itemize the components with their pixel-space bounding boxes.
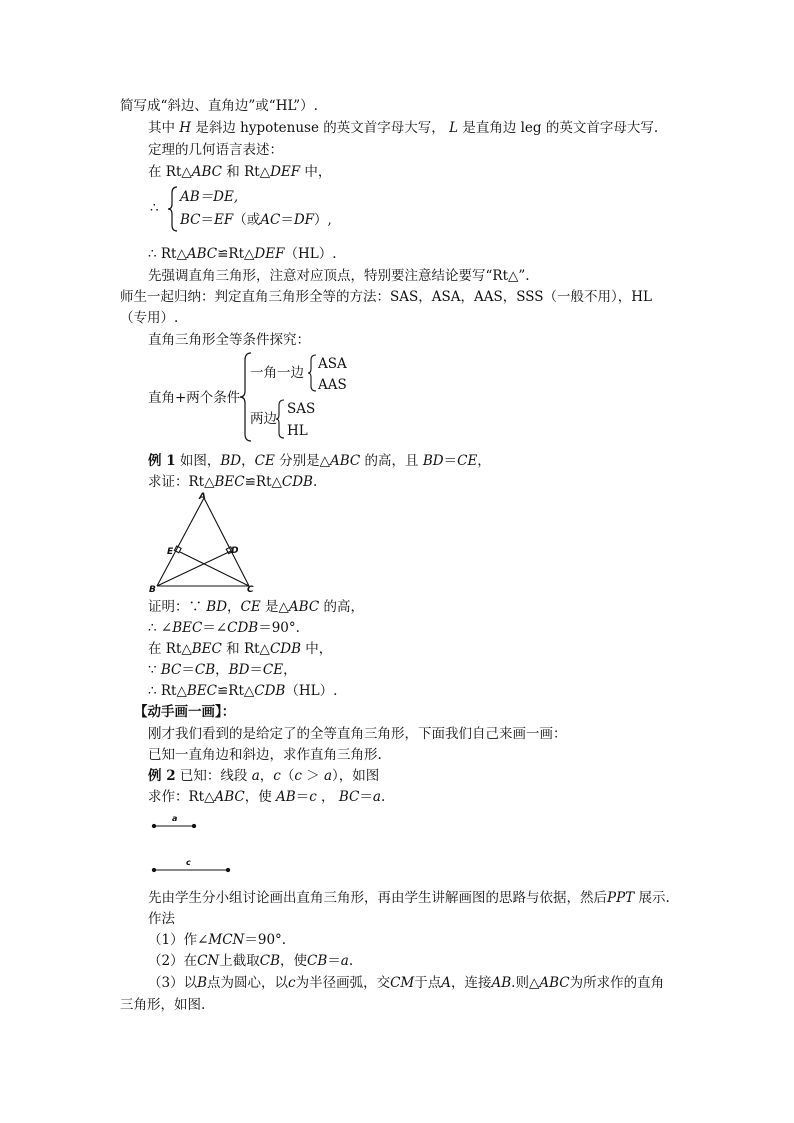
text-line: 师生一起归纳：判定直角三角形全等的方法：SAS，ASA，AAS，SSS（一般不用），HL: [120, 289, 652, 305]
text-line: 证明：∵ BD，CE 是△ABC 的高，: [148, 599, 364, 615]
label-c: c: [186, 858, 191, 867]
text-line: （专用）.: [120, 310, 179, 326]
tree-leaf: HL: [287, 423, 308, 439]
text-line: ∵ BC＝CB，BD＝CE，: [148, 662, 297, 678]
label-A: A: [199, 492, 206, 502]
therefore-symbol: ∴: [150, 200, 159, 216]
text-line: 直角三角形全等条件探究：: [148, 332, 310, 348]
text-line: （2）在CN上截取CB，使CB＝a.: [148, 953, 354, 969]
section-heading: 【动手画一画】：: [134, 704, 236, 720]
system-line: AB＝DE,: [180, 189, 239, 205]
text-line: 求作：Rt△ABC，使 AB＝c ， BC＝a.: [148, 789, 386, 805]
example-1: 例 1 如图，BD，CE 分别是△ABC 的高，且 BD＝CE，: [148, 453, 491, 469]
tree-leaf: ASA: [318, 356, 347, 372]
text-line: 先强调直角三角形，注意对应顶点，特别要注意结论要写“Rt△”.: [148, 268, 530, 284]
text-line: （3）以B点为圆心，以c为半径画弧，交CM于点A，连接AB.则△ABC为所求作的直角: [148, 975, 665, 991]
tree-brace-1: [308, 354, 317, 392]
segment-figure: [150, 812, 250, 878]
text-line: 定理的几何语言表述：: [148, 142, 283, 158]
text-line: 作法: [148, 911, 175, 927]
text-line: （1）作∠MCN＝90°.: [148, 932, 287, 948]
text-line: 简写成“斜边、直角边”或“HL”）.: [120, 98, 318, 114]
label-D: D: [231, 546, 239, 556]
text-line: 其中 H 是斜边 hypotenuse 的英文首字母大写， L 是直角边 leg 的英文首字母大写.: [148, 120, 659, 136]
label-C: C: [247, 585, 254, 595]
text-line: 刚才我们看到的是给定了的全等直角三角形，下面我们自己来画一画：: [148, 726, 567, 742]
tree-branch: 一角一边: [250, 365, 304, 381]
label-B: B: [149, 585, 156, 595]
tree-leaf: AAS: [318, 377, 347, 393]
text-line: 三角形，如图.: [120, 997, 206, 1013]
triangle-figure: [145, 490, 265, 600]
text-line: 已知一直角边和斜边，求作直角三角形.: [148, 747, 382, 763]
text-line: 在 Rt△BEC 和 Rt△CDB 中，: [148, 641, 333, 657]
label-a: a: [172, 814, 178, 823]
system-brace: [168, 186, 178, 232]
example-2: 例 2 已知：线段 a，c（c ＞ a），如图: [148, 768, 380, 784]
tree-leaf: SAS: [287, 401, 316, 417]
tree-branch: 两边: [250, 411, 277, 427]
text-line: ∴ Rt△BEC≌Rt△CDB（HL）.: [148, 683, 338, 699]
text-line: 求证：Rt△BEC≌Rt△CDB.: [148, 474, 318, 490]
text-line: 先由学生分小组讨论画出直角三角形，再由学生讲解画图的思路与依据，然后PPT 展示.: [148, 890, 670, 906]
text-line: ∴ Rt△ABC≌Rt△DEF（HL）.: [148, 246, 337, 262]
tree-root: 直角+两个条件: [148, 390, 241, 406]
text-line: 在 Rt△ABC 和 Rt△DEF 中，: [148, 164, 332, 180]
tree-brace-2: [276, 399, 285, 439]
text-line: ∴ ∠BEC＝∠CDB＝90°.: [148, 620, 300, 636]
system-line: BC＝EF（或AC＝DF）,: [180, 212, 332, 228]
label-E: E: [167, 547, 174, 557]
